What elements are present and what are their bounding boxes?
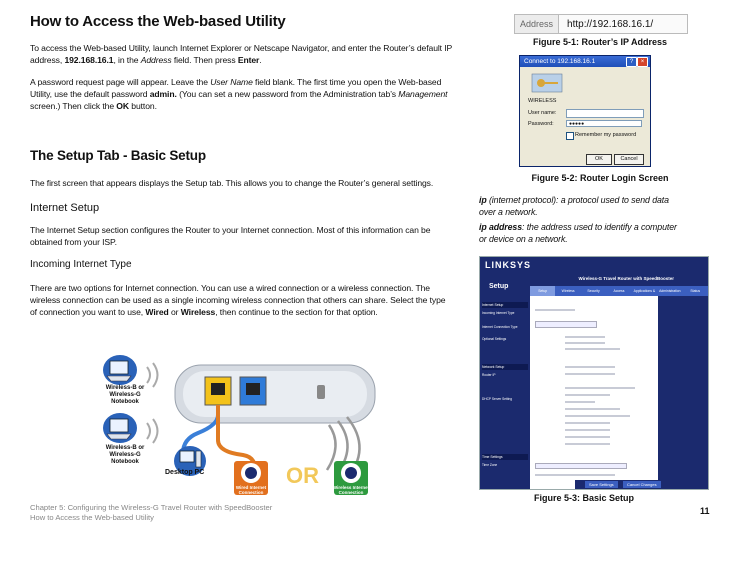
address-bar — [514, 14, 688, 34]
subheading-incoming-type: Incoming Internet Type — [30, 259, 132, 270]
login-dialog — [519, 55, 651, 167]
notebook-icon — [103, 413, 137, 443]
connection-diagram — [95, 345, 485, 500]
keys-icon — [530, 72, 564, 94]
cancel-changes-button[interactable]: Cancel Changes — [623, 481, 661, 488]
paragraph-incoming-type: There are two options for Internet connection. You can use a wired connection or a wireless connection. The wireless connection can be used as a single incoming wireless connection that others can share. Select the type of connection you want to use, Wired or Wireless, then continue to the section for that option. — [30, 283, 446, 318]
address-url: http://192.168.16.1/ — [567, 18, 654, 30]
tab-security[interactable]: Security — [587, 289, 600, 293]
paragraph-access: To access the Web-based Utility, launch Internet Explorer or Netscape Navigator, and enter the Router’s default IP address, 192.168.16.1, in the Address field. Then press Enter. — [30, 43, 453, 66]
linksys-logo: LINKSYS — [485, 260, 532, 270]
product-name: Wireless-G Travel Router with SpeedBooster — [578, 276, 674, 281]
figure-5-3-caption: Figure 5-3: Basic Setup — [533, 493, 635, 503]
settings-labels: Internet Setup Incoming Internet Type Internet Connection Type Optional Settings Network Setup Router IP DHCP Server Setting Time Settings Time Zone — [480, 302, 530, 482]
tab-administration[interactable]: Administration — [659, 289, 681, 293]
cancel-button[interactable]: Cancel — [614, 154, 644, 165]
login-dialog-title: Connect to 192.168.16.1 ? × — [520, 56, 650, 67]
or-label: OR — [286, 463, 319, 488]
paragraph-internet-setup: The Internet Setup section configures the Router to your Internet connection. Most of this information can be obtained from your ISP. — [30, 225, 431, 248]
figure-5-1-caption: Figure 5-1: Router’s IP Address — [532, 37, 668, 47]
help-icon[interactable]: ? — [626, 57, 637, 67]
address-label: Address — [515, 15, 559, 33]
username-label: User name: — [528, 110, 557, 116]
tab-access[interactable]: Access Restrictions — [610, 289, 628, 303]
footer-chapter: Chapter 5: Configuring the Wireless-G Travel Router with SpeedBooster How to Access the Web-based Utility — [30, 503, 273, 522]
tab-applications[interactable]: Applications & Gaming — [633, 289, 656, 303]
section-title-access: How to Access the Web-based Utility — [30, 13, 286, 30]
tab-bar — [530, 286, 708, 303]
section-title-setup: The Setup Tab - Basic Setup — [30, 148, 206, 163]
paragraph-setup-intro: The first screen that appears displays the Setup tab. This allows you to change the Router’s general settings. — [30, 178, 434, 188]
password-input[interactable]: ●●●●● — [566, 120, 642, 127]
subheading-internet-setup: Internet Setup — [30, 202, 100, 214]
realm-label: WIRELESS — [528, 98, 557, 104]
notebook-label-1: Wireless-B or Wireless-G Notebook — [105, 385, 145, 405]
glossary-ip: ip (internet protocol): a protocol used to send data over a network. — [479, 195, 669, 217]
wired-label: Wired Internet Connection — [235, 485, 267, 495]
tab-setup[interactable]: Setup — [530, 286, 555, 296]
tab-wireless[interactable]: Wireless — [561, 289, 575, 293]
notebook-label-2: Wireless-B or Wireless-G Notebook — [105, 445, 145, 465]
figure-5-2-caption: Figure 5-2: Router Login Screen — [531, 173, 669, 183]
username-input[interactable] — [566, 109, 644, 118]
remember-checkbox[interactable] — [566, 132, 574, 140]
paragraph-password: A password request page will appear. Leave the User Name field blank. The first time you open the Web-based Utility, use the default password admin. (You can set a new password from the Administration tab’s Management screen.) Then click the OK button. — [30, 77, 448, 112]
tab-status[interactable]: Status — [690, 289, 701, 293]
ok-button[interactable]: OK — [586, 154, 612, 165]
password-label: Password: — [528, 121, 554, 127]
setup-header — [480, 257, 708, 274]
setup-section-label: Setup — [489, 283, 509, 290]
save-settings-button[interactable]: Save Settings — [585, 481, 618, 488]
router-device — [175, 365, 375, 423]
setup-footer-bar — [575, 480, 708, 489]
close-icon[interactable]: × — [637, 57, 648, 67]
settings-form — [535, 305, 655, 475]
help-panel — [658, 296, 708, 489]
setup-screenshot — [479, 256, 709, 490]
remember-label: Remember my password — [575, 132, 637, 138]
notebook-icon — [103, 355, 137, 385]
product-bar — [530, 274, 708, 286]
desktop-label: Desktop PC — [165, 469, 205, 476]
glossary-ip-address: ip address: the address used to identify a computer or device on a network. — [479, 222, 677, 244]
page-number: 11 — [700, 506, 710, 516]
wireless-label: Wireless Internet Connection — [332, 485, 370, 495]
